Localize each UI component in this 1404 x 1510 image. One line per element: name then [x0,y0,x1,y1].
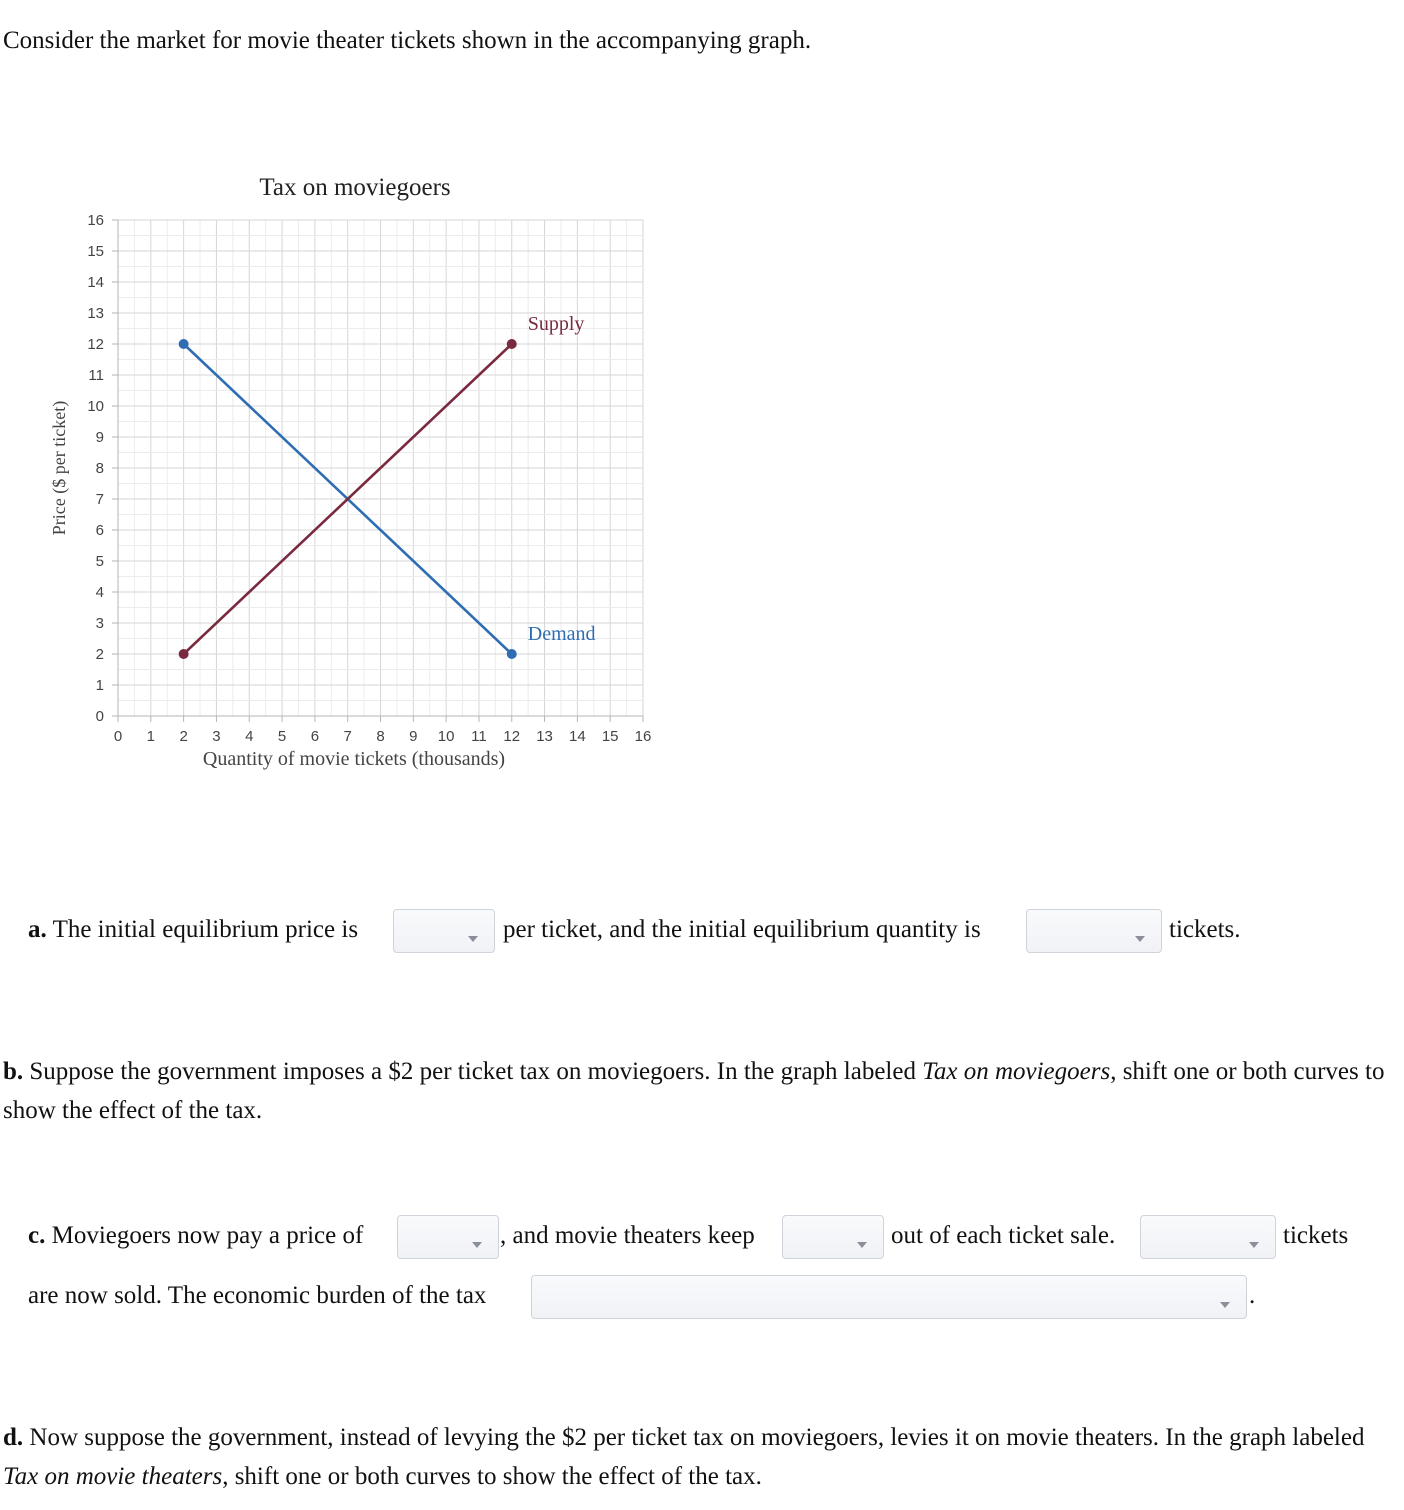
x-tick-label: 1 [146,728,155,745]
y-tick-label: 6 [95,522,104,539]
chevron-down-icon [1220,1302,1230,1308]
question-c-letter: c. [28,1222,46,1249]
y-tick-label: 15 [87,243,104,260]
seller-keep-dropdown[interactable] [782,1215,884,1259]
y-tick-label: 4 [95,584,104,601]
question-a-text1: The initial equilibrium price is [52,916,359,943]
y-tick-label: 10 [87,398,104,415]
x-tick-label: 14 [569,728,586,745]
y-tick-label: 11 [88,367,104,384]
x-tick-label: 16 [634,728,652,745]
chevron-down-icon [468,936,478,942]
initial-quantity-dropdown[interactable] [1026,909,1162,953]
x-tick-label: 7 [343,728,352,745]
x-tick-label: 0 [113,728,123,745]
y-tick-label: 12 [87,336,104,353]
chart-title: Tax on moviegoers [259,174,451,201]
x-tick-label: 3 [212,728,221,745]
supply-endpoint-handle[interactable] [179,649,189,659]
question-c-text1: Moviegoers now pay a price of [51,1222,364,1249]
question-d-text1: Now suppose the government, instead of levying the $2 per ticket tax on moviegoers, levies it on movie theaters. In the graph labeled [29,1424,1365,1451]
y-tick-label: 8 [95,460,104,477]
tax-on-moviegoers-chart[interactable] [0,0,700,800]
chevron-down-icon [1135,936,1145,942]
x-tick-label: 13 [536,728,553,745]
question-b-text1: Suppose the government imposes a $2 per ticket tax on moviegoers. In the graph labeled [29,1058,916,1085]
question-a-text3: tickets. [1169,916,1241,943]
question-c-text2: , and movie theaters keep [500,1222,755,1249]
question-c-text5: are now sold. The economic burden of the tax [28,1282,487,1309]
y-tick-label: 13 [87,305,104,322]
y-axis-label: Price ($ per ticket) [49,400,69,536]
question-c-period: . [1249,1282,1256,1309]
x-tick-label: 6 [310,728,320,745]
y-tick-label: 2 [95,646,104,663]
y-tick-label: 9 [95,429,104,446]
question-c-text4: tickets [1283,1222,1349,1249]
y-tick-label: 16 [87,212,104,229]
intro-text: Consider the market for movie theater tickets shown in the accompanying graph. [3,27,812,54]
x-axis-label: Quantity of movie tickets (thousands) [202,748,506,770]
x-tick-label: 9 [409,728,418,745]
x-tick-label: 15 [601,728,619,745]
x-tick-label: 4 [245,728,254,745]
chevron-down-icon [1249,1242,1259,1248]
demand-endpoint-handle[interactable] [507,649,517,659]
question-d-letter: d. [3,1424,24,1451]
x-axis-ticks [114,716,652,745]
question-b-text [3,1052,1401,1130]
x-tick-label: 10 [437,728,455,745]
initial-price-dropdown[interactable] [393,909,495,953]
question-c-text3: out of each ticket sale. [891,1222,1116,1249]
question-b-text2: , shift one or both curves to show the effect of the tax. [3,1058,1385,1124]
tax-burden-dropdown[interactable] [531,1275,1247,1319]
demand-label: Demand [527,623,596,645]
y-tick-label: 5 [95,553,104,570]
x-tick-label: 8 [376,728,385,745]
new-quantity-dropdown[interactable] [1140,1215,1276,1259]
y-tick-label: 7 [95,491,104,508]
x-tick-label: 5 [277,728,287,745]
question-a-letter: a. [28,916,47,943]
chevron-down-icon [857,1242,867,1248]
chevron-down-icon [472,1242,482,1248]
buyer-price-dropdown[interactable] [397,1215,499,1259]
x-tick-label: 11 [471,728,487,745]
demand-endpoint-handle[interactable] [179,339,189,349]
y-tick-label: 0 [95,708,104,725]
supply-label: Supply [527,313,585,335]
question-c-label [28,1221,363,1251]
supply-endpoint-handle[interactable] [507,339,517,349]
x-tick-label: 2 [179,728,188,745]
y-axis-ticks [87,212,118,725]
question-d-text [3,1418,1401,1496]
question-a-text2: per ticket, and the initial equilibrium quantity is [503,916,981,943]
question-d-text2: , shift one or both curves to show the effect of the tax. [222,1463,762,1490]
x-tick-label: 12 [503,728,521,745]
question-b-graph-name: Tax on moviegoers [922,1058,1111,1085]
y-tick-label: 1 [95,677,104,694]
question-a-label [28,915,358,945]
question-d-graph-name: Tax on movie theaters [3,1463,223,1490]
y-tick-label: 14 [87,274,104,291]
question-b-letter: b. [3,1058,24,1085]
y-tick-label: 3 [95,615,104,632]
